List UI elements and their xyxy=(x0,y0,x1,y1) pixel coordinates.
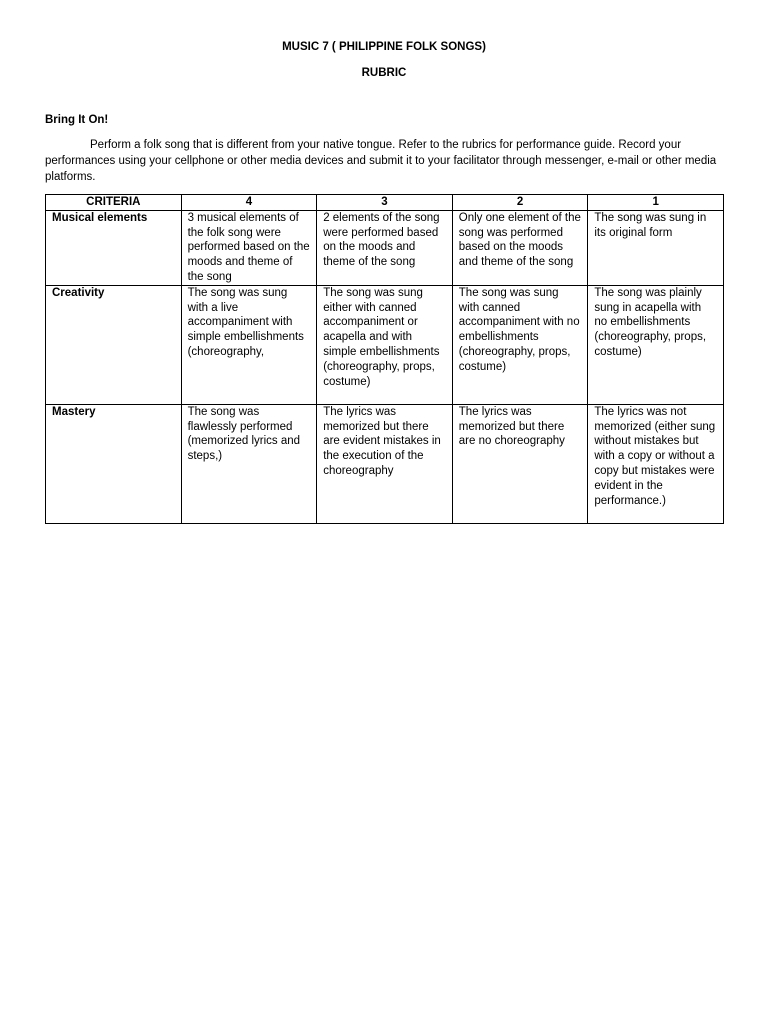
criteria-creativity: Creativity xyxy=(46,285,182,404)
table-cell: The lyrics was memorized but there are evident mistakes in the execution of the choreography xyxy=(317,404,453,523)
table-row xyxy=(46,285,724,404)
header-score-4: 4 xyxy=(181,195,317,211)
table-cell: The song was sung with canned accompaniment with no embellishments (choreography, props, costume) xyxy=(452,285,588,404)
table-row xyxy=(46,404,724,523)
table-cell: The song was sung with a live accompaniment with simple embellishments (choreography, xyxy=(181,285,317,404)
section-heading: Bring It On! xyxy=(45,114,109,126)
table-cell: The song was flawlessly performed (memorized lyrics and steps,) xyxy=(181,404,317,523)
table-cell: 2 elements of the song were performed based on the moods and theme of the song xyxy=(317,210,453,285)
document-subtitle: RUBRIC xyxy=(361,67,407,79)
table-cell: The lyrics was memorized but there are no choreography xyxy=(452,404,588,523)
table-cell: The song was sung in its original form xyxy=(588,210,724,285)
rubric-table xyxy=(45,194,724,524)
header-score-1: 1 xyxy=(588,195,724,211)
table-cell: 3 musical elements of the folk song were performed based on the moods and theme of the song xyxy=(181,210,317,285)
header-criteria: CRITERIA xyxy=(46,195,182,211)
criteria-musical-elements: Musical elements xyxy=(46,210,182,285)
table-cell: The lyrics was not memorized (either sung without mistakes but with a copy or without a copy but mistakes were evident in the performance.) xyxy=(588,404,724,523)
table-cell: The song was sung either with canned accompaniment or acapella and with simple embellishments (choreography, props, costume) xyxy=(317,285,453,404)
header-score-3: 3 xyxy=(317,195,453,211)
table-cell: The song was plainly sung in acapella with no embellishments (choreography, props, costume) xyxy=(588,285,724,404)
table-cell: Only one element of the song was performed based on the moods and theme of the song xyxy=(452,210,588,285)
table-row xyxy=(46,210,724,285)
table-header-row xyxy=(46,195,724,211)
instructions-paragraph: Perform a folk song that is different from your native tongue. Refer to the rubrics for performance guide. Record your performances using your cellphone or other media devices and submit it to your facilitator through messenger, e-mail or other media platforms. xyxy=(45,139,717,183)
document-title: MUSIC 7 ( PHILIPPINE FOLK SONGS) xyxy=(282,41,486,53)
header-score-2: 2 xyxy=(452,195,588,211)
criteria-mastery: Mastery xyxy=(46,404,182,523)
